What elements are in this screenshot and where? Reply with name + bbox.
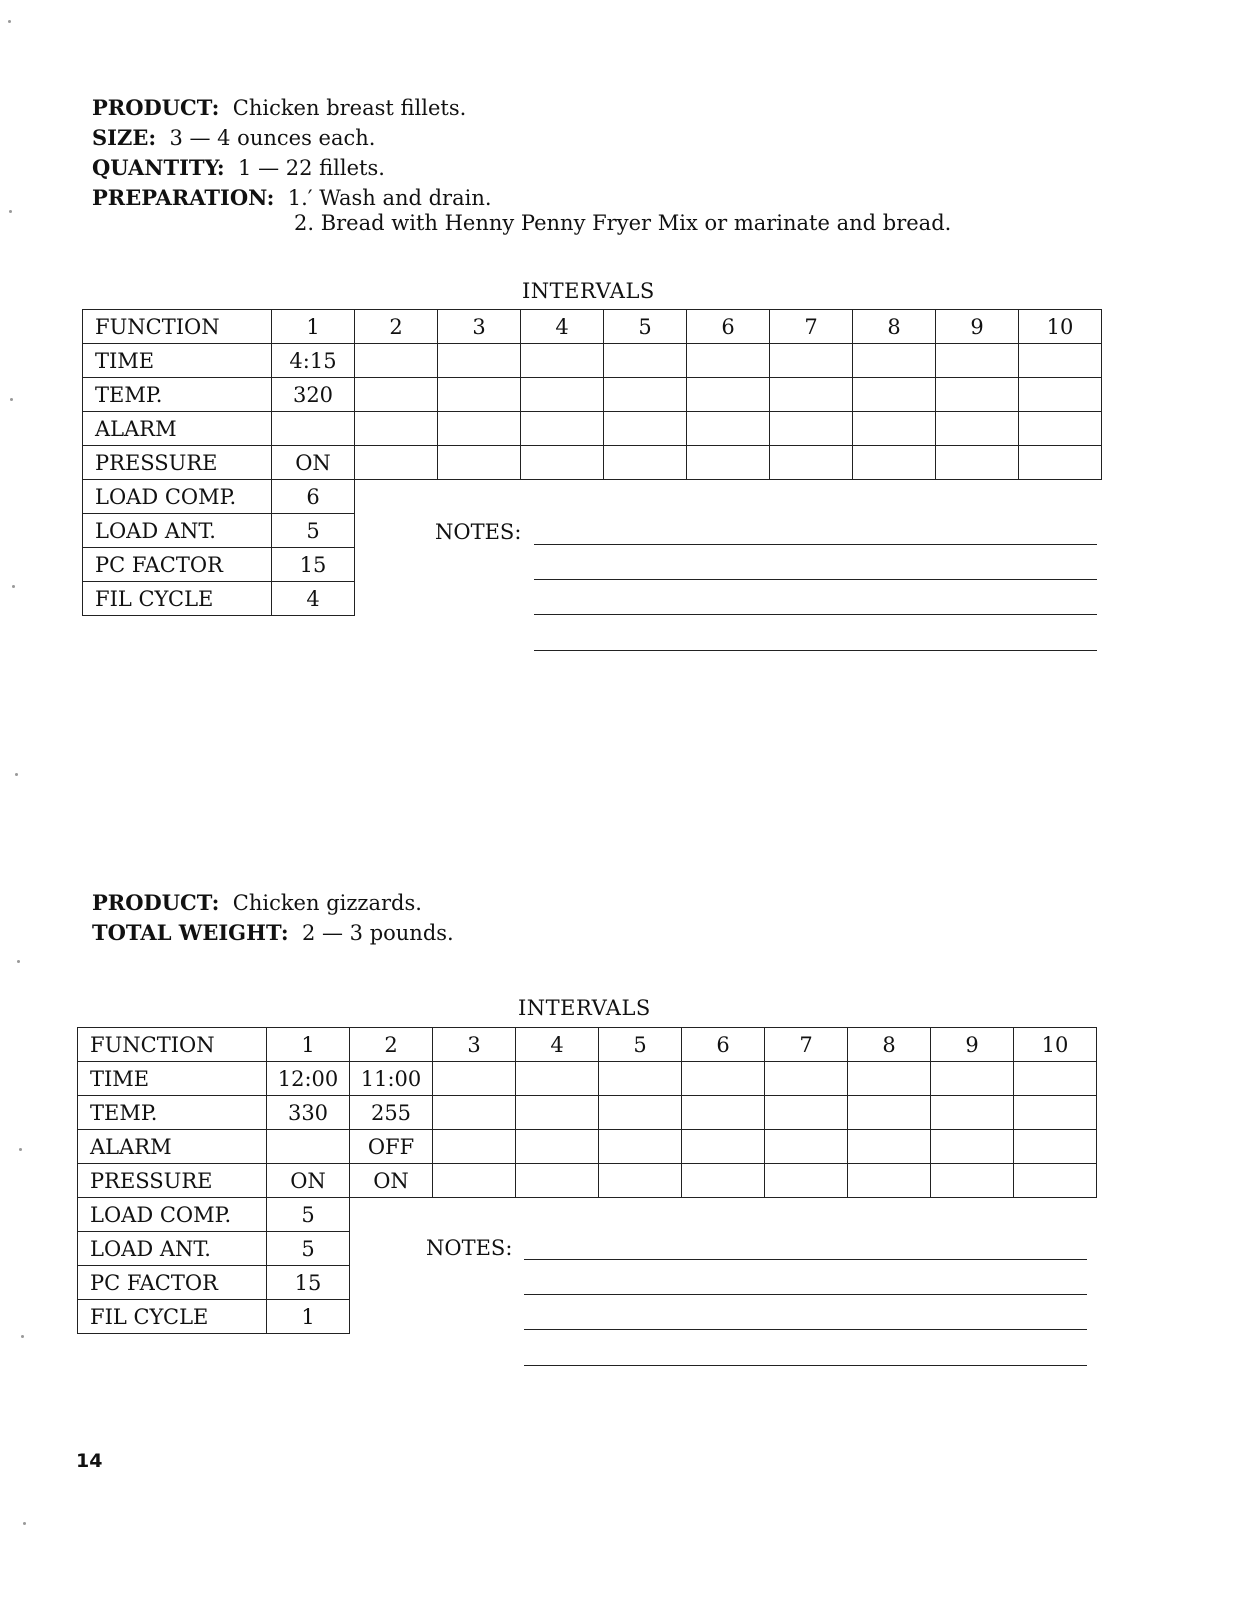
interval-header: 9 [931,1028,1014,1062]
table-cell [931,1130,1014,1164]
table-cell: 330 [267,1096,350,1130]
field-value: Chicken gizzards. [232,891,422,915]
table-cell [687,412,770,446]
table-cell: 1 [267,1300,350,1334]
table-cell [438,446,521,480]
row-label: ALARM [83,412,272,446]
notes-line [534,614,1097,615]
table-cell [1014,1164,1097,1198]
table-cell [848,1130,931,1164]
notes-line [524,1329,1087,1330]
scan-dot [21,1335,24,1338]
function-header: FUNCTION [78,1028,267,1062]
table-row-pressure [78,1164,1097,1198]
row-label: LOAD ANT. [83,514,272,548]
table-cell [1019,412,1102,446]
table-cell [599,1164,682,1198]
table-cell [936,344,1019,378]
header-line [92,153,492,183]
table-cell [355,378,438,412]
row-label: TEMP. [83,378,272,412]
row-label: PRESSURE [83,446,272,480]
header-line [92,93,492,123]
interval-header: 5 [599,1028,682,1062]
scan-dot [15,773,18,776]
table-cell [1019,344,1102,378]
table-cell: 4 [272,582,355,616]
table-cell [599,1130,682,1164]
row-label: FIL CYCLE [83,582,272,616]
table-cell [765,1130,848,1164]
table-cell [521,378,604,412]
row-label: PC FACTOR [83,548,272,582]
row-label: TEMP. [78,1096,267,1130]
table-cell [599,1096,682,1130]
table-cell [433,1164,516,1198]
intervals-title: INTERVALS [518,996,651,1020]
interval-header: 8 [848,1028,931,1062]
table-cell: 6 [272,480,355,514]
interval-header: 10 [1014,1028,1097,1062]
table-cell [604,344,687,378]
table-cell [931,1164,1014,1198]
field-label: PREPARATION: [92,185,275,210]
notes-line [534,544,1097,545]
interval-header: 7 [770,310,853,344]
row-label: TIME [78,1062,267,1096]
table-row-temp [78,1096,1097,1130]
table-row-load-comp [78,1198,1097,1232]
table-row-temp [83,378,1102,412]
section2-header [92,888,454,948]
table-cell: 15 [267,1266,350,1300]
scan-dot [23,1522,26,1525]
row-label: LOAD ANT. [78,1232,267,1266]
table-cell: ON [272,446,355,480]
table-cell [687,344,770,378]
header-line [92,888,454,918]
cooking-program-table [77,1027,1097,1334]
table-cell [516,1164,599,1198]
table-cell [604,378,687,412]
notes-line [524,1365,1087,1366]
page-number: 14 [76,1450,103,1472]
table-cell: 11:00 [350,1062,433,1096]
interval-header: 2 [350,1028,433,1062]
table-cell [516,1096,599,1130]
function-header: FUNCTION [83,310,272,344]
table-cell: 15 [272,548,355,582]
table-row-time [78,1062,1097,1096]
table-cell [848,1164,931,1198]
field-label: QUANTITY: [92,155,225,180]
table-cell [682,1130,765,1164]
table-cell [687,446,770,480]
table-row-alarm [83,412,1102,446]
table-cell [848,1062,931,1096]
table-cell [438,412,521,446]
table-row-time [83,344,1102,378]
intervals-title: INTERVALS [522,279,655,303]
field-value: 2 — 3 pounds. [301,921,454,945]
notes-label: NOTES: [426,1236,513,1260]
scan-dot [9,210,12,213]
table-cell [521,344,604,378]
table-cell [931,1062,1014,1096]
table-cell [1014,1096,1097,1130]
interval-header: 9 [936,310,1019,344]
row-label: LOAD COMP. [83,480,272,514]
scan-dot [10,398,13,401]
table-cell: 255 [350,1096,433,1130]
table-cell [936,378,1019,412]
table-cell: 5 [267,1232,350,1266]
interval-header: 4 [516,1028,599,1062]
table-cell [272,412,355,446]
scan-dot [12,585,15,588]
table-cell [853,378,936,412]
table-cell [687,378,770,412]
preparation-step-2: 2. Bread with Henny Penny Fryer Mix or marinate and bread. [294,211,952,235]
table-row-pressure [83,446,1102,480]
table-cell [604,446,687,480]
notes-label: NOTES: [435,520,522,544]
table-cell [682,1096,765,1130]
table-cell [682,1164,765,1198]
table-cell [433,1130,516,1164]
interval-header: 6 [682,1028,765,1062]
field-value: 1 — 22 fillets. [238,156,385,180]
interval-header: 3 [438,310,521,344]
row-label: PRESSURE [78,1164,267,1198]
scan-dot [19,1148,22,1151]
table-cell: 5 [267,1198,350,1232]
interval-header: 2 [355,310,438,344]
table-cell [1019,446,1102,480]
table-cell [521,446,604,480]
table-cell [1014,1062,1097,1096]
table-cell: 4:15 [272,344,355,378]
field-value: 1.′ Wash and drain. [287,186,492,210]
table-cell: ON [267,1164,350,1198]
table-cell [765,1164,848,1198]
table-cell: OFF [350,1130,433,1164]
table-cell [770,446,853,480]
interval-header: 10 [1019,310,1102,344]
table-cell [516,1062,599,1096]
table-cell [853,446,936,480]
table-header-row [78,1028,1097,1062]
table-cell [848,1096,931,1130]
row-label: LOAD COMP. [78,1198,267,1232]
table-cell [1014,1130,1097,1164]
section1-header [92,93,492,213]
row-label: TIME [83,344,272,378]
interval-header: 8 [853,310,936,344]
table-cell [765,1062,848,1096]
table-cell [682,1062,765,1096]
header-line [92,123,492,153]
scan-dot [8,20,11,23]
notes-line [524,1259,1087,1260]
field-label: TOTAL WEIGHT: [92,920,289,945]
table-cell [433,1062,516,1096]
table-cell [936,446,1019,480]
field-value: 3 — 4 ounces each. [169,126,376,150]
interval-header: 7 [765,1028,848,1062]
table-row-alarm [78,1130,1097,1164]
table-cell [516,1130,599,1164]
interval-header: 1 [272,310,355,344]
table-cell: 12:00 [267,1062,350,1096]
table-cell [853,344,936,378]
table-cell [931,1096,1014,1130]
table-cell [1019,378,1102,412]
table-cell [355,446,438,480]
blank-area [350,1198,1097,1232]
blank-area [355,548,1102,582]
table-cell [770,344,853,378]
table-cell [438,344,521,378]
field-value: Chicken breast fillets. [232,96,467,120]
table-cell: 5 [272,514,355,548]
table-header-row [83,310,1102,344]
table-cell: ON [350,1164,433,1198]
table-cell [853,412,936,446]
interval-header: 3 [433,1028,516,1062]
table-cell [604,412,687,446]
table-cell [936,412,1019,446]
interval-header: 5 [604,310,687,344]
table-cell [267,1130,350,1164]
blank-area [355,582,1102,616]
blank-area [355,480,1102,514]
table-cell [770,412,853,446]
row-label: ALARM [78,1130,267,1164]
table-row-load-ant [83,514,1102,548]
table-cell [355,412,438,446]
interval-header: 4 [521,310,604,344]
table-cell [765,1096,848,1130]
header-line [92,918,454,948]
interval-header: 6 [687,310,770,344]
field-label: PRODUCT: [92,890,220,915]
scan-dot [17,960,20,963]
notes-line [524,1294,1087,1295]
interval-header: 1 [267,1028,350,1062]
table-row-load-comp [83,480,1102,514]
table-cell [770,378,853,412]
table-cell [438,378,521,412]
table-cell [599,1062,682,1096]
field-label: SIZE: [92,125,157,150]
notes-line [534,650,1097,651]
row-label: PC FACTOR [78,1266,267,1300]
field-label: PRODUCT: [92,95,220,120]
table-cell: 320 [272,378,355,412]
table-row-load-ant [78,1232,1097,1266]
row-label: FIL CYCLE [78,1300,267,1334]
table-cell [433,1096,516,1130]
table-row-pc-factor [83,548,1102,582]
table-cell [355,344,438,378]
cooking-program-table [82,309,1102,616]
table-row-fil-cycle [83,582,1102,616]
table-cell [521,412,604,446]
notes-line [534,579,1097,580]
